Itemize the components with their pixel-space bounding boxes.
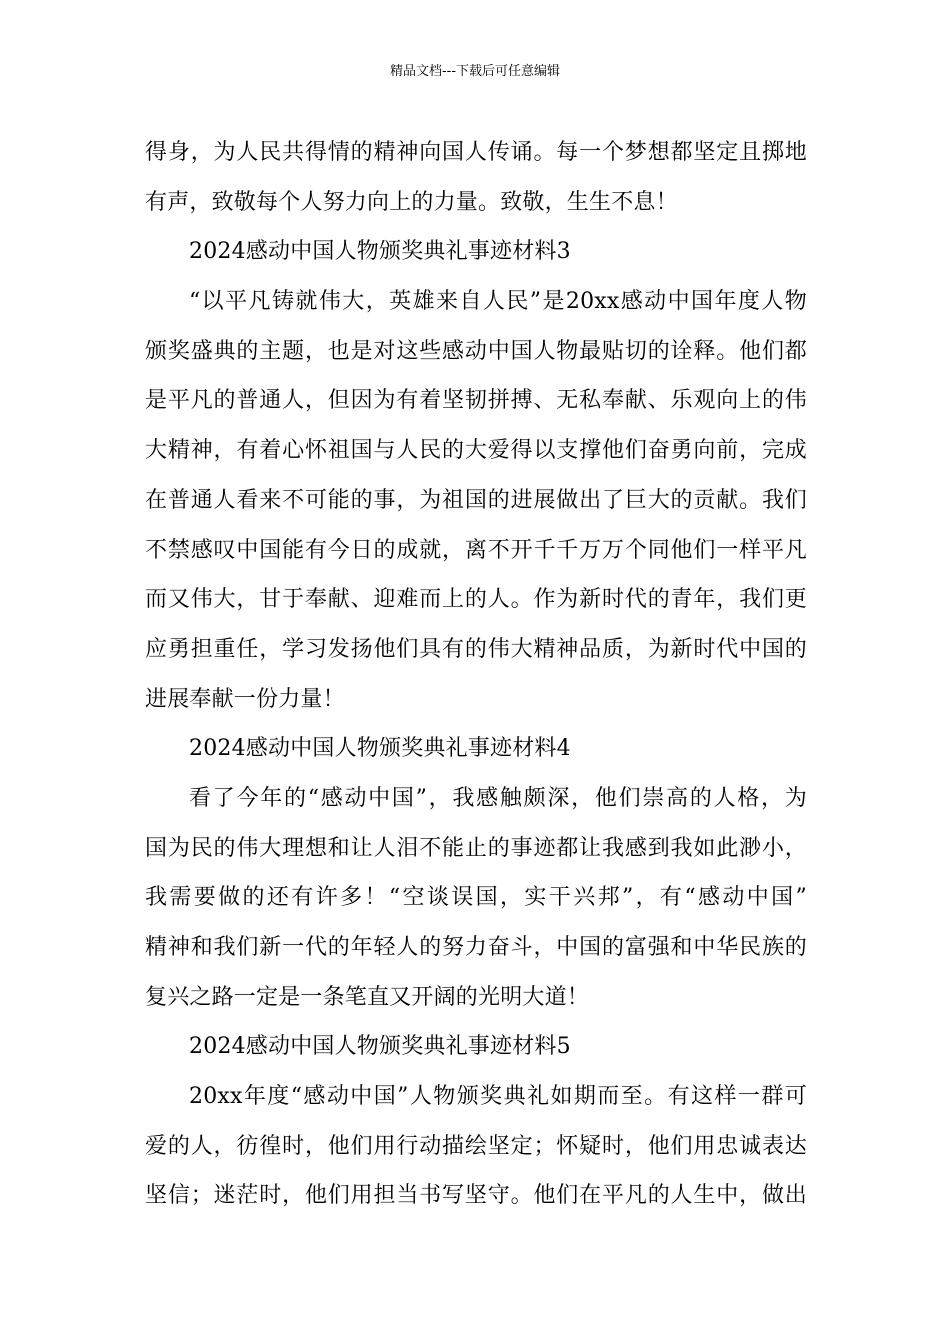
paragraph-line: 是平凡的普通人，但因为有着坚韧拼搏、无私奉献、乐观向上的伟 xyxy=(145,388,807,414)
paragraph-line: 看了今年的“感动中国”，我感触颇深，他们崇高的人格，为 xyxy=(189,785,807,811)
paragraph-line: 不禁感叹中国能有今日的成就，离不开千千万万个同他们一样平凡 xyxy=(145,537,807,563)
paragraph-line: 爱的人，彷徨时，他们用行动描绘坚定；怀疑时，他们用忠诚表达 xyxy=(145,1133,807,1159)
paragraph-line: 有声，致敬每个人努力向上的力量。致敬，生生不息！ xyxy=(145,189,678,215)
paragraph-line: 我需要做的还有许多！“空谈误国，实干兴邦”，有“感动中国” xyxy=(145,885,807,911)
paragraph-line: 20xx年度“感动中国”人物颁奖典礼如期而至。有这样一群可 xyxy=(189,1084,807,1110)
paragraph-line: 复兴之路一定是一条笔直又开阔的光明大道！ xyxy=(145,984,590,1010)
paragraph-line: 在普通人看来不可能的事，为祖国的进展做出了巨大的贡献。我们 xyxy=(145,487,807,513)
paragraph-line: 坚信；迷茫时，他们用担当书写坚守。他们在平凡的人生中，做出 xyxy=(145,1183,807,1209)
paragraph-line: 进展奉献一份力量！ xyxy=(145,686,345,712)
paragraph-line: 颁奖盛典的主题，也是对这些感动中国人物最贴切的诠释。他们都 xyxy=(145,338,807,364)
paragraph-line: 大精神，有着心怀祖国与人民的大爱得以支撑他们奋勇向前，完成 xyxy=(145,438,807,464)
page-header: 精品文档---下载后可任意编辑 xyxy=(389,64,561,79)
paragraph-line: 精神和我们新一代的年轻人的努力奋斗，中国的富强和中华民族的 xyxy=(145,935,807,960)
section-heading: 2024感动中国人物颁奖典礼事迹材料5 xyxy=(189,1034,571,1060)
paragraph-line: 得身，为人民共得情的精神向国人传诵。每一个梦想都坚定且掷地 xyxy=(145,140,807,165)
paragraph-line: “以平凡铸就伟大，英雄来自人民”是20xx感动中国年度人物 xyxy=(189,289,807,315)
section-heading: 2024感动中国人物颁奖典礼事迹材料3 xyxy=(189,239,571,265)
document-body xyxy=(145,128,807,1221)
paragraph-line: 应勇担重任，学习发扬他们具有的伟大精神品质，为新时代中国的 xyxy=(145,636,807,662)
paragraph-line: 国为民的伟大理想和让人泪不能止的事迹都让我感到我如此渺小， xyxy=(145,835,807,861)
section-heading: 2024感动中国人物颁奖典礼事迹材料4 xyxy=(189,736,571,762)
paragraph-line: 而又伟大，甘于奉献、迎难而上的人。作为新时代的青年，我们更 xyxy=(145,587,807,613)
